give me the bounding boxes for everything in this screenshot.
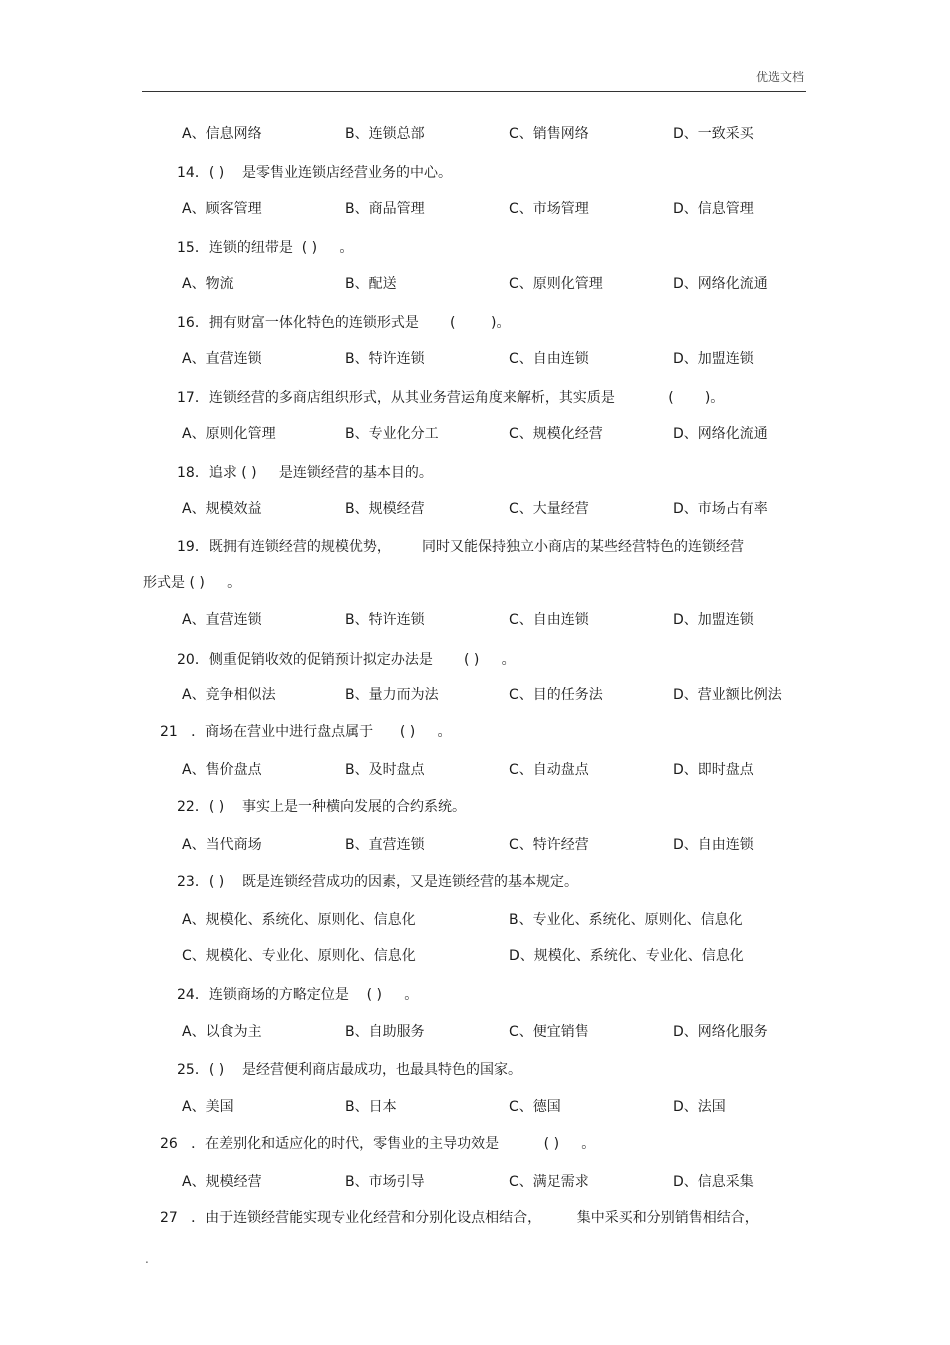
option-a: A、以食为主: [182, 1024, 262, 1040]
question-19: 19．既拥有连锁经营的规模优势， 同时又能保持独立小商店的某些经营特色的连锁经营: [177, 539, 744, 555]
question-20: 20．侧重促销收效的促销预计拟定办法是 ( ) 。: [177, 652, 516, 668]
option-a: A、直营连锁: [182, 351, 262, 367]
question-15: 15．连锁的纽带是 ( ) 。: [177, 240, 354, 256]
option-d: D、网络化流通: [673, 426, 768, 442]
option-c: C、规模化经营: [509, 426, 603, 442]
option-b: B、规模经营: [345, 501, 425, 517]
option-d: D、法国: [673, 1099, 726, 1115]
option-c: C、自由连锁: [509, 612, 589, 628]
option-a: A、竞争相似法: [182, 687, 276, 703]
option-c: C、原则化管理: [509, 276, 603, 292]
option-d: D、营业额比例法: [673, 687, 782, 703]
option-a: A、物流: [182, 276, 234, 292]
option-b: B、商品管理: [345, 201, 425, 217]
option-d: D、市场占有率: [673, 501, 768, 517]
question-22: 22．( ) 事实上是一种横向发展的合约系统。: [177, 799, 466, 815]
question-14: 14．( ) 是零售业连锁店经营业务的中心。: [177, 165, 452, 181]
question-27: 27 ．由于连锁经营能实现专业化经营和分别化设点相结合， 集中采买和分别销售相结合，: [160, 1210, 759, 1226]
question-26: 26 ．在差别化和适应化的时代，零售业的主导功效是 ( ) 。: [160, 1136, 596, 1152]
option-b: B、专业化分工: [345, 426, 439, 442]
option-b: B、及时盘点: [345, 762, 425, 778]
option-b: B、配送: [345, 276, 397, 292]
option-a: A、售价盘点: [182, 762, 262, 778]
option-a: A、顾客管理: [182, 201, 262, 217]
question-21: 21 ．商场在营业中进行盘点属于 ( ) 。: [160, 724, 452, 740]
option-b: B、日本: [345, 1099, 397, 1115]
option-b: B、连锁总部: [345, 126, 425, 142]
question-24: 24．连锁商场的方略定位是 ( ) 。: [177, 987, 419, 1003]
option-a: A、直营连锁: [182, 612, 262, 628]
footer-mark: .: [145, 1252, 149, 1266]
option-c: C、满足需求: [509, 1174, 589, 1190]
option-c: C、自由连锁: [509, 351, 589, 367]
option-a: A、美国: [182, 1099, 234, 1115]
option-b: B、自助服务: [345, 1024, 425, 1040]
option-b: B、量力而为法: [345, 687, 439, 703]
question-18: 18．追求 ( ) 是连锁经营的基本目的。: [177, 465, 433, 481]
option-d: D、加盟连锁: [673, 612, 754, 628]
option-c: C、大量经营: [509, 501, 589, 517]
option-d: D、一致采买: [673, 126, 754, 142]
option-a: A、规模效益: [182, 501, 262, 517]
option-c: C、规模化、专业化、原则化、信息化: [182, 948, 416, 964]
question-17: 17．连锁经营的多商店组织形式，从其业务营运角度来解析，其实质是 ( )。: [177, 390, 725, 406]
option-b: B、专业化、系统化、原则化、信息化: [509, 912, 743, 928]
option-c: C、德国: [509, 1099, 561, 1115]
header-rule: [142, 91, 806, 92]
option-d: D、信息管理: [673, 201, 754, 217]
option-a: A、原则化管理: [182, 426, 276, 442]
option-d: D、加盟连锁: [673, 351, 754, 367]
option-d: D、网络化服务: [673, 1024, 768, 1040]
option-b: B、特许连锁: [345, 612, 425, 628]
page-header-label: 优选文档: [755, 70, 804, 84]
option-d: D、网络化流通: [673, 276, 768, 292]
option-b: B、特许连锁: [345, 351, 425, 367]
option-c: C、目的任务法: [509, 687, 603, 703]
option-c: C、特许经营: [509, 837, 589, 853]
option-d: D、规模化、系统化、专业化、信息化: [509, 948, 744, 964]
option-c: C、市场管理: [509, 201, 589, 217]
option-a: A、当代商场: [182, 837, 262, 853]
question-16: 16．拥有财富一体化特色的连锁形式是 ( )。: [177, 315, 511, 331]
option-c: C、便宜销售: [509, 1024, 589, 1040]
question-19-continuation: 形式是 ( ) 。: [143, 575, 242, 591]
question-25: 25．( ) 是经营便利商店最成功，也最具特色的国家。: [177, 1062, 522, 1078]
option-b: B、直营连锁: [345, 837, 425, 853]
option-b: B、市场引导: [345, 1174, 425, 1190]
option-a: A、信息网络: [182, 126, 262, 142]
option-c: C、自动盘点: [509, 762, 589, 778]
option-a: A、规模经营: [182, 1174, 262, 1190]
option-a: A、规模化、系统化、原则化、信息化: [182, 912, 416, 928]
option-d: D、自由连锁: [673, 837, 754, 853]
question-23: 23．( ) 既是连锁经营成功的因素，又是连锁经营的基本规定。: [177, 874, 578, 890]
option-d: D、信息采集: [673, 1174, 754, 1190]
option-d: D、即时盘点: [673, 762, 754, 778]
option-c: C、销售网络: [509, 126, 589, 142]
